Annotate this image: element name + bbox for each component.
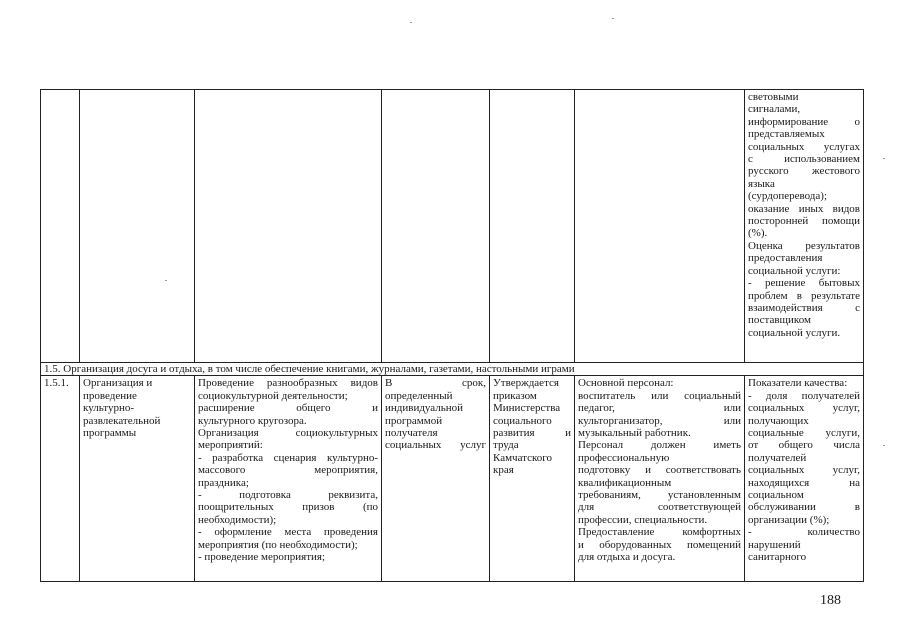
- row-number: 1.5.1.: [44, 377, 69, 390]
- indicator-line: - количество: [748, 526, 860, 539]
- service-content-text: [198, 377, 378, 563]
- content-line: мероприятий:: [198, 439, 263, 452]
- conditions-line: подготовку и соответствовать: [578, 464, 741, 477]
- indicator-line: - решение бытовых: [748, 277, 860, 290]
- indicators-continued-text: [748, 91, 860, 339]
- cell-empty-conditions: [575, 90, 745, 363]
- service-term-text: [385, 377, 486, 451]
- continued-row: [41, 90, 864, 363]
- scan-speck: [165, 280, 167, 281]
- cell-indicators-continued: [745, 90, 864, 363]
- term-line: получателя: [385, 427, 438, 440]
- content-line: - оформление места проведения: [198, 526, 378, 539]
- content-line: массового мероприятия,: [198, 464, 378, 477]
- scan-speck: [612, 18, 614, 19]
- indicator-line: социальных услуг,: [748, 402, 860, 415]
- indicator-line: социальном: [748, 489, 804, 502]
- approval-line: Министерства: [493, 402, 561, 415]
- conditions-line: профессии, специальности.: [578, 513, 708, 526]
- conditions-line: для отдыха и досуга.: [578, 551, 676, 564]
- content-line: необходимости);: [198, 513, 277, 526]
- indicator-line: обслуживании в: [748, 501, 860, 514]
- cell-content: [195, 376, 382, 582]
- cell-empty-name: [80, 90, 195, 363]
- approval-line: приказом: [493, 389, 537, 402]
- page-number: 188: [820, 593, 841, 608]
- conditions-line: Персонал должен иметь: [578, 439, 741, 452]
- indicator-line: от общего числа: [748, 439, 860, 452]
- conditions-line: для соответствующей: [578, 501, 741, 514]
- indicator-line: световыми: [748, 91, 799, 103]
- content-line: Проведение разнообразных видов: [198, 377, 378, 390]
- indicator-line: получателей: [748, 451, 807, 464]
- conditions-line: музыкальный работник.: [578, 427, 691, 440]
- conditions-line: педагог, или: [578, 402, 741, 415]
- cell-term: [382, 376, 490, 582]
- indicator-line: получающих: [748, 414, 809, 427]
- section-header-cell: [41, 363, 864, 376]
- indicator-line: предоставления: [748, 252, 823, 265]
- scan-speck: [410, 22, 412, 23]
- indicator-line: нарушений: [748, 538, 801, 551]
- approval-text: [493, 377, 571, 476]
- scan-speck: [883, 445, 885, 446]
- approval-line: края: [493, 464, 514, 477]
- indicator-line: представляемых: [748, 128, 825, 141]
- section-header-row: [41, 363, 864, 376]
- indicator-line: социальной услуги:: [748, 264, 841, 277]
- content-line: социокультурной деятельности;: [198, 389, 348, 402]
- approval-line: труда: [493, 439, 519, 452]
- indicator-line: проблем в результате: [748, 289, 860, 302]
- indicator-line: (сурдоперевода);: [748, 190, 828, 203]
- indicator-line: находящихся на: [748, 476, 860, 489]
- indicator-line: поставщиком: [748, 314, 811, 327]
- conditions-line: Основной персонал:: [578, 377, 674, 390]
- indicator-line: языка: [748, 177, 775, 190]
- conditions-line: квалификационным: [578, 476, 672, 489]
- cell-service-name: [80, 376, 195, 582]
- term-line: социальных услуг: [385, 439, 486, 452]
- approval-line: социального: [493, 414, 552, 427]
- services-table: [40, 89, 864, 582]
- cell-empty-approval: [490, 90, 575, 363]
- service-name: Организация и проведение культурно- развлекательной программы: [83, 377, 161, 440]
- content-line: - подготовка реквизита,: [198, 489, 378, 502]
- indicator-line: организации (%);: [748, 513, 830, 526]
- indicator-line: посторонней помощи: [748, 215, 860, 228]
- indicator-line: Показатели качества:: [748, 377, 848, 390]
- indicator-line: (%).: [748, 227, 768, 240]
- content-line: поощрительных призов (по: [198, 501, 378, 514]
- cell-approval: [490, 376, 575, 582]
- indicator-line: социальных услугах: [748, 140, 860, 153]
- content-line: Организация социокультурных: [198, 427, 378, 440]
- indicator-line: Оценка результатов: [748, 239, 860, 252]
- indicator-line: взаимодействия с: [748, 301, 860, 314]
- indicator-line: социальной услуги.: [748, 326, 841, 339]
- term-line: определенный: [385, 389, 453, 402]
- indicator-line: с использованием: [748, 153, 860, 166]
- indicators-text: [748, 377, 860, 563]
- cell-conditions: [575, 376, 745, 582]
- conditions-line: культорганизатор, или: [578, 414, 741, 427]
- content-line: - разработка сценария культурно-: [198, 451, 378, 464]
- cell-empty-term: [382, 90, 490, 363]
- content-line: расширение общего и: [198, 402, 378, 415]
- approval-line: Камчатского: [493, 451, 553, 464]
- content-line: - проведение мероприятия;: [198, 551, 326, 564]
- indicator-line: русского жестового: [748, 165, 860, 178]
- cell-indicators: [745, 376, 864, 582]
- conditions-line: воспитатель или социальный: [578, 389, 741, 402]
- term-line: индивидуальной: [385, 402, 464, 415]
- approval-line: Утверждается: [493, 377, 559, 390]
- cell-empty-number: [41, 90, 80, 363]
- conditions-line: Предоставление комфортных: [578, 526, 741, 539]
- row-1-5-1: [41, 376, 864, 582]
- indicator-line: информирование о: [748, 115, 860, 128]
- term-line: В срок,: [385, 377, 486, 390]
- conditions-line: и оборудованных помещений: [578, 538, 741, 551]
- indicator-line: санитарного: [748, 551, 807, 564]
- section-header-text: 1.5. Организация досуга и отдыха, в том числе обеспечение книгами, журналами, газетами, настольными играми: [44, 363, 575, 375]
- term-line: программой: [385, 414, 443, 427]
- indicator-line: - доля получателей: [748, 389, 860, 402]
- conditions-line: профессиональную: [578, 451, 670, 464]
- content-line: культурного кругозора.: [198, 414, 307, 427]
- indicator-line: социальных услуг,: [748, 464, 860, 477]
- indicator-line: социальные услуги,: [748, 427, 860, 440]
- cell-empty-content: [195, 90, 382, 363]
- cell-number: [41, 376, 80, 582]
- conditions-text: [578, 377, 741, 563]
- approval-line: развития и: [493, 427, 571, 440]
- content-line: праздника;: [198, 476, 249, 489]
- scan-speck: [883, 158, 885, 159]
- conditions-line: требованиям, установленным: [578, 489, 741, 502]
- content-line: мероприятия (по необходимости);: [198, 538, 358, 551]
- indicator-line: сигналами,: [748, 103, 801, 116]
- indicator-line: оказание иных видов: [748, 202, 860, 215]
